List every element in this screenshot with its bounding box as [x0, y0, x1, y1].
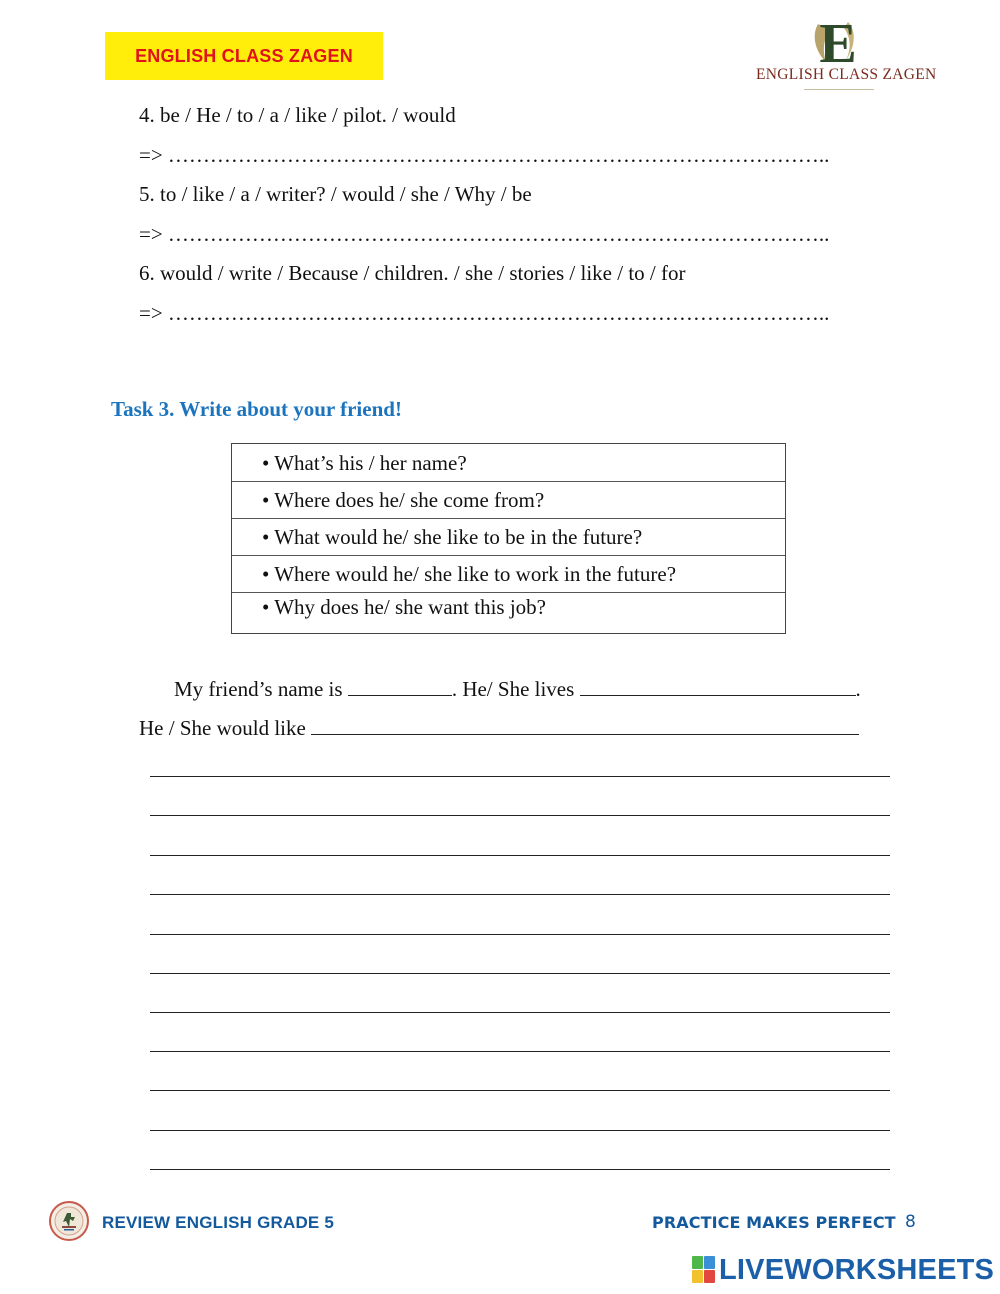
exercise-answer-5[interactable]: => …………………………………………………………………………………..: [139, 222, 830, 246]
sentence1-middle: . He/ She lives: [451, 677, 575, 701]
logo-emblem-icon: [756, 10, 921, 70]
writing-line[interactable]: [150, 776, 890, 777]
question-row-future-job: • What would he/ she like to be in the future?: [232, 519, 785, 556]
question-row-reason: • Why does he/ she want this job?: [262, 595, 547, 619]
logo-subline-icon: [804, 88, 874, 91]
footer-motto: PRACTICE MAKES PERFECT: [652, 1213, 896, 1232]
exercise-answer-4[interactable]: => …………………………………………………………………………………..: [139, 143, 830, 167]
writing-line[interactable]: [150, 934, 890, 935]
writing-sentence-1: [174, 677, 861, 702]
writing-line[interactable]: [150, 1090, 890, 1091]
would-like-blank[interactable]: [311, 716, 859, 735]
writing-line[interactable]: [150, 973, 890, 974]
header-badge: [105, 32, 383, 80]
footer-emblem-icon: [53, 1205, 85, 1237]
writing-sentence-2: [139, 716, 859, 741]
writing-line[interactable]: [150, 1012, 890, 1013]
question-table: [231, 443, 786, 634]
brand-logo: [756, 10, 937, 100]
exercise-question-6: 6. would / write / Because / children. / she / stories / like / to / for: [139, 261, 686, 285]
sentence1-end: .: [855, 677, 861, 701]
header-badge-text: ENGLISH CLASS ZAGEN: [135, 45, 353, 66]
friend-lives-blank[interactable]: [580, 677, 856, 696]
liveworksheets-logo-icon: [692, 1256, 716, 1284]
exercise-question-5: 5. to / like / a / writer? / would / she / Why / be: [139, 182, 532, 206]
footer-course-title: REVIEW ENGLISH GRADE 5: [102, 1213, 335, 1232]
logo-subline-decoration: [756, 87, 921, 93]
question-row-work-place: • Where would he/ she like to work in the future?: [232, 556, 785, 593]
liveworksheets-watermark: [692, 1253, 994, 1287]
exercise-question-4: 4. be / He / to / a / like / pilot. / would: [139, 103, 456, 127]
writing-line[interactable]: [150, 1130, 890, 1131]
writing-line[interactable]: [150, 1051, 890, 1052]
question-row-origin: • Where does he/ she come from?: [232, 482, 785, 519]
sentence1-start: My friend’s name is: [174, 677, 343, 701]
friend-name-blank[interactable]: [348, 677, 452, 696]
logo-caption: ENGLISH CLASS ZAGEN: [756, 66, 937, 83]
task3-title: Task 3. Write about your friend!: [111, 397, 402, 421]
liveworksheets-text: LIVEWORKSHEETS: [719, 1253, 995, 1286]
writing-line[interactable]: [150, 815, 890, 816]
logo-letter: E: [819, 13, 857, 70]
writing-line[interactable]: [150, 855, 890, 856]
footer-logo-icon: [49, 1201, 89, 1241]
question-row-name: • What’s his / her name?: [232, 444, 785, 482]
page-number: 8: [905, 1212, 916, 1232]
writing-line[interactable]: [150, 1169, 890, 1170]
sentence2-start: He / She would like: [139, 716, 306, 740]
exercise-answer-6[interactable]: => …………………………………………………………………………………..: [139, 301, 830, 325]
writing-line[interactable]: [150, 894, 890, 895]
